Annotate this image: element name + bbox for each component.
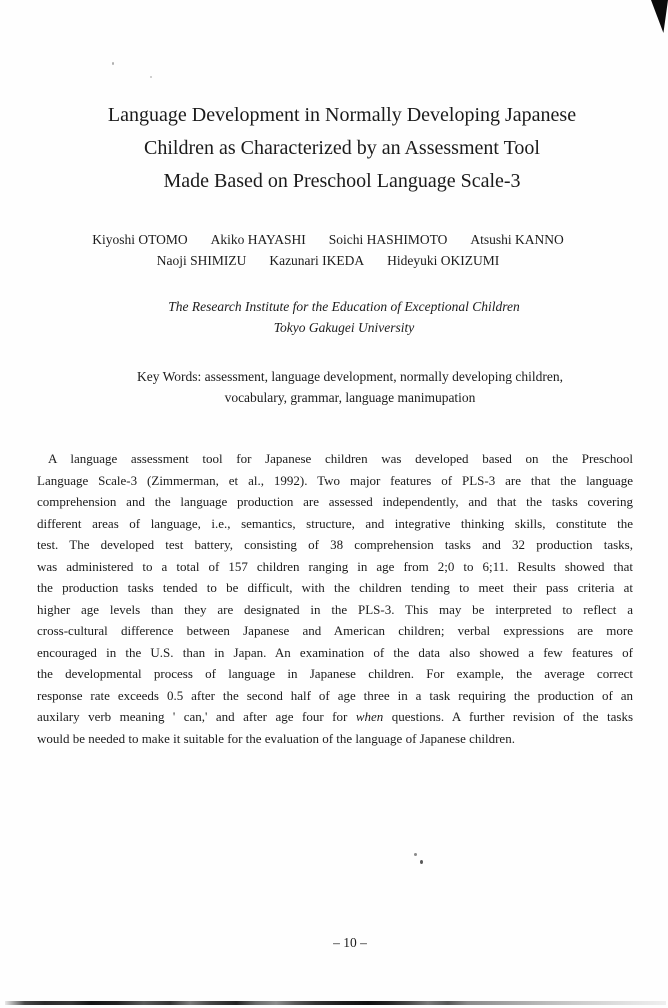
author-name: Atsushi KANNO (470, 232, 564, 247)
scan-corner-fold-artifact (651, 0, 668, 33)
abstract-text-segment: Language Scale-3 (Zimmerman, et al., 1992). Two major features of PLS-3 are that the language (37, 472, 633, 488)
abstract-line (37, 663, 633, 685)
author-name: Akiko HAYASHI (210, 232, 306, 247)
abstract-text-segment: auxilary verb meaning ' can,' and after age four for (37, 709, 356, 724)
abstract-line (37, 706, 633, 728)
affiliation (0, 296, 668, 338)
abstract (37, 448, 633, 749)
abstract-text-segment: questions. A further revision of the tasks (383, 709, 633, 724)
abstract-line (37, 577, 633, 599)
affiliation-line: The Research Institute for the Education of Exceptional Children (168, 299, 520, 314)
abstract-text-segment: was administered to a total of 157 children ranging in age from 2;0 to 6;11. Results showed that (37, 558, 633, 574)
scan-speck (420, 860, 423, 864)
author-name: Naoji SHIMIZU (156, 253, 247, 268)
paper-title (0, 99, 668, 198)
abstract-line (37, 491, 633, 513)
keywords (0, 366, 668, 408)
keywords-line: vocabulary, grammar, language manimupation (224, 390, 476, 405)
abstract-line (37, 513, 633, 535)
author-row (0, 229, 656, 250)
abstract-line (37, 685, 633, 707)
title-line: Children as Characterized by an Assessment Tool (144, 137, 540, 160)
abstract-text-segment: when (355, 709, 384, 724)
abstract-text-segment: would be needed to make it suitable for the evaluation of the language of Japanese children. (37, 730, 515, 746)
abstract-text-segment: different areas of language, i.e., semantics, structure, and integrative thinking skills, constitute the (37, 515, 633, 531)
abstract-text-segment: A language assessment tool for Japanese children was developed based on the Preschool (48, 451, 633, 466)
author-row (0, 250, 656, 271)
abstract-text-segment: cross-cultural difference between Japanese and American children; verbal expressions are more (37, 623, 633, 638)
abstract-text-segment: comprehension and the language production are assessed independently, and that the tasks covering (37, 494, 633, 509)
author-name: Soichi HASHIMOTO (328, 232, 448, 247)
keywords-line: Key Words: assessment, language development, normally developing children, (136, 369, 564, 384)
abstract-line (37, 534, 633, 556)
affiliation-line: Tokyo Gakugei University (273, 320, 415, 335)
abstract-line (37, 470, 633, 492)
scan-speck (414, 853, 417, 856)
abstract-line (37, 448, 633, 470)
abstract-line (37, 728, 633, 750)
abstract-text-segment: response rate exceeds 0.5 after the second half of age three in a task requiring the production of an (37, 687, 633, 703)
abstract-line (37, 620, 633, 642)
scan-bottom-edge-artifact (5, 1001, 666, 1005)
author-list (0, 229, 668, 271)
scan-speck (150, 76, 152, 78)
title-line: Language Development in Normally Developing Japanese (107, 104, 577, 127)
abstract-text-segment: higher age levels than they are designated in the PLS-3. This may be interpreted to reflect a (37, 601, 633, 617)
title-line: Made Based on Preschool Language Scale-3 (163, 170, 521, 193)
abstract-text-segment: the developmental process of language in Japanese children. For example, the average correct (37, 666, 633, 681)
abstract-text-segment: encouraged in the U.S. than in Japan. An examination of the data also showed a few features of (37, 644, 633, 660)
abstract-text-segment: test. The developed test battery, consisting of 38 comprehension tasks and 32 production tasks, (37, 537, 633, 552)
author-name: Hideyuki OKIZUMI (387, 253, 500, 268)
scan-speck (112, 62, 114, 65)
abstract-line (37, 599, 633, 621)
abstract-text-segment: the production tasks tended to be difficult, with the children tending to meet their pass criteria at (37, 580, 633, 595)
page-number: – 10 – (333, 935, 367, 950)
author-name: Kazunari IKEDA (269, 253, 365, 268)
abstract-line (37, 556, 633, 578)
author-name: Kiyoshi OTOMO (92, 232, 188, 247)
abstract-line (37, 642, 633, 664)
